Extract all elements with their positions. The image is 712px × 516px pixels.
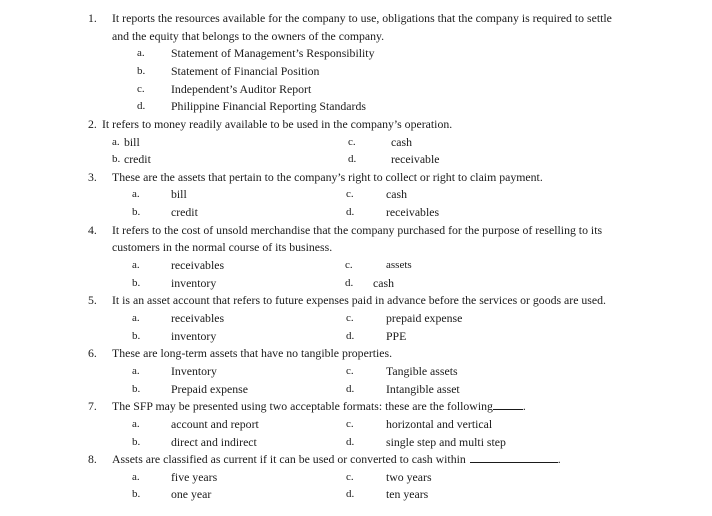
q1-number: 1. <box>88 11 97 25</box>
q6-d-text: Intangible asset <box>386 382 460 396</box>
q8-b-text: one year <box>171 487 212 501</box>
q1-a-letter: a. <box>137 47 145 59</box>
q4-c-text: assets <box>386 259 412 271</box>
q3-d-text: receivables <box>386 205 440 219</box>
q1-b-text: Statement of Financial Position <box>171 64 320 78</box>
q8-d-text: ten years <box>386 487 429 501</box>
q4-a-letter: a. <box>132 259 140 271</box>
q5-b-letter: b. <box>132 330 141 342</box>
q5-b-text: inventory <box>171 329 217 343</box>
q1-a-text: Statement of Management’s Responsibility <box>171 46 375 60</box>
q3-c-letter: c. <box>346 188 354 200</box>
q7-a-letter: a. <box>132 418 140 430</box>
q6-a-text: Inventory <box>171 364 217 378</box>
q8-a-letter: a. <box>132 471 140 483</box>
q4-text: It refers to the cost of unsold merchandise that the company purchased for the purpose of reselling to its <box>112 223 603 237</box>
q6-b-text: Prepaid expense <box>171 382 248 396</box>
q3-d-letter: d. <box>346 206 355 218</box>
q8-d-letter: d. <box>346 488 355 500</box>
q3-a-text: bill <box>171 187 187 201</box>
q7-line <box>112 399 526 413</box>
q6-c-letter: c. <box>346 365 354 377</box>
q8-a-text: five years <box>171 470 218 484</box>
q1-c-letter: c. <box>137 83 145 95</box>
q2-b-letter: b. <box>112 153 121 165</box>
q4-c-letter: c. <box>345 259 353 271</box>
q3-c-text: cash <box>386 187 407 201</box>
q5-number: 5. <box>88 293 97 307</box>
q8-c-letter: c. <box>346 471 354 483</box>
q8-line <box>112 452 561 466</box>
q7-tail: . <box>522 399 526 413</box>
q7-d-text: single step and multi step <box>386 435 506 449</box>
q4-d-letter: d. <box>345 277 354 289</box>
q1-d-text: Philippine Financial Reporting Standards <box>171 99 366 113</box>
q6-text: These are long-term assets that have no tangible properties. <box>112 346 393 360</box>
q2-d-text: receivable <box>391 152 440 166</box>
q8-answer-blank <box>470 452 558 463</box>
q8-tail: . <box>557 452 561 466</box>
q6-b-letter: b. <box>132 383 141 395</box>
q1-d-letter: d. <box>137 100 146 112</box>
q7-number: 7. <box>88 399 97 413</box>
q6-a-letter: a. <box>132 365 140 377</box>
q3-text: These are the assets that pertain to the company’s right to collect or right to claim payment. <box>112 170 543 184</box>
q1-text: It reports the resources available for the company to use, obligations that the company is required to settle <box>112 11 612 25</box>
q3-b-text: credit <box>171 205 198 219</box>
q2-a-text: bill <box>124 135 140 149</box>
q1-text-cont: and the equity that belongs to the owners of the company. <box>112 29 385 43</box>
q2-a-letter: a. <box>112 136 120 148</box>
q8-b-letter: b. <box>132 488 141 500</box>
q2-b-text: credit <box>124 152 151 166</box>
q2-d-letter: d. <box>348 153 357 165</box>
q4-number: 4. <box>88 223 97 237</box>
q8-number: 8. <box>88 452 97 466</box>
q8-text: Assets are classified as current if it can be used or converted to cash within <box>112 452 466 466</box>
q6-c-text: Tangible assets <box>386 364 458 378</box>
q1-b-letter: b. <box>137 65 146 77</box>
q5-a-text: receivables <box>171 311 225 325</box>
q7-b-text: direct and indirect <box>171 435 257 449</box>
q4-text-cont: customers in the normal course of its business. <box>112 240 333 254</box>
q7-c-letter: c. <box>346 418 354 430</box>
q5-c-text: prepaid expense <box>386 311 463 325</box>
q4-a-text: receivables <box>171 258 225 272</box>
q7-a-text: account and report <box>171 417 259 431</box>
q5-a-letter: a. <box>132 312 140 324</box>
q8-c-text: two years <box>386 470 432 484</box>
q3-a-letter: a. <box>132 188 140 200</box>
q1-c-text: Independent’s Auditor Report <box>171 82 312 96</box>
q4-b-letter: b. <box>132 277 141 289</box>
q5-text: It is an asset account that refers to future expenses paid in advance before the services or goods are used. <box>112 293 606 307</box>
q3-b-letter: b. <box>132 206 141 218</box>
q5-d-text: PPE <box>386 329 407 343</box>
q7-c-text: horizontal and vertical <box>386 417 493 431</box>
q6-number: 6. <box>88 346 97 360</box>
q3-number: 3. <box>88 170 97 184</box>
q7-d-letter: d. <box>346 436 355 448</box>
q2-c-text: cash <box>391 135 412 149</box>
q7-answer-blank <box>493 399 523 410</box>
q7-text: The SFP may be presented using two acceptable formats: these are the following <box>112 399 493 413</box>
q6-d-letter: d. <box>346 383 355 395</box>
q5-c-letter: c. <box>346 312 354 324</box>
q2-c-letter: c. <box>348 136 356 148</box>
q4-d-text: cash <box>373 276 394 290</box>
q7-b-letter: b. <box>132 436 141 448</box>
q2-number: 2. <box>88 117 97 131</box>
q4-b-text: inventory <box>171 276 217 290</box>
q2-text: It refers to money readily available to be used in the company’s operation. <box>102 117 453 131</box>
q5-d-letter: d. <box>346 330 355 342</box>
